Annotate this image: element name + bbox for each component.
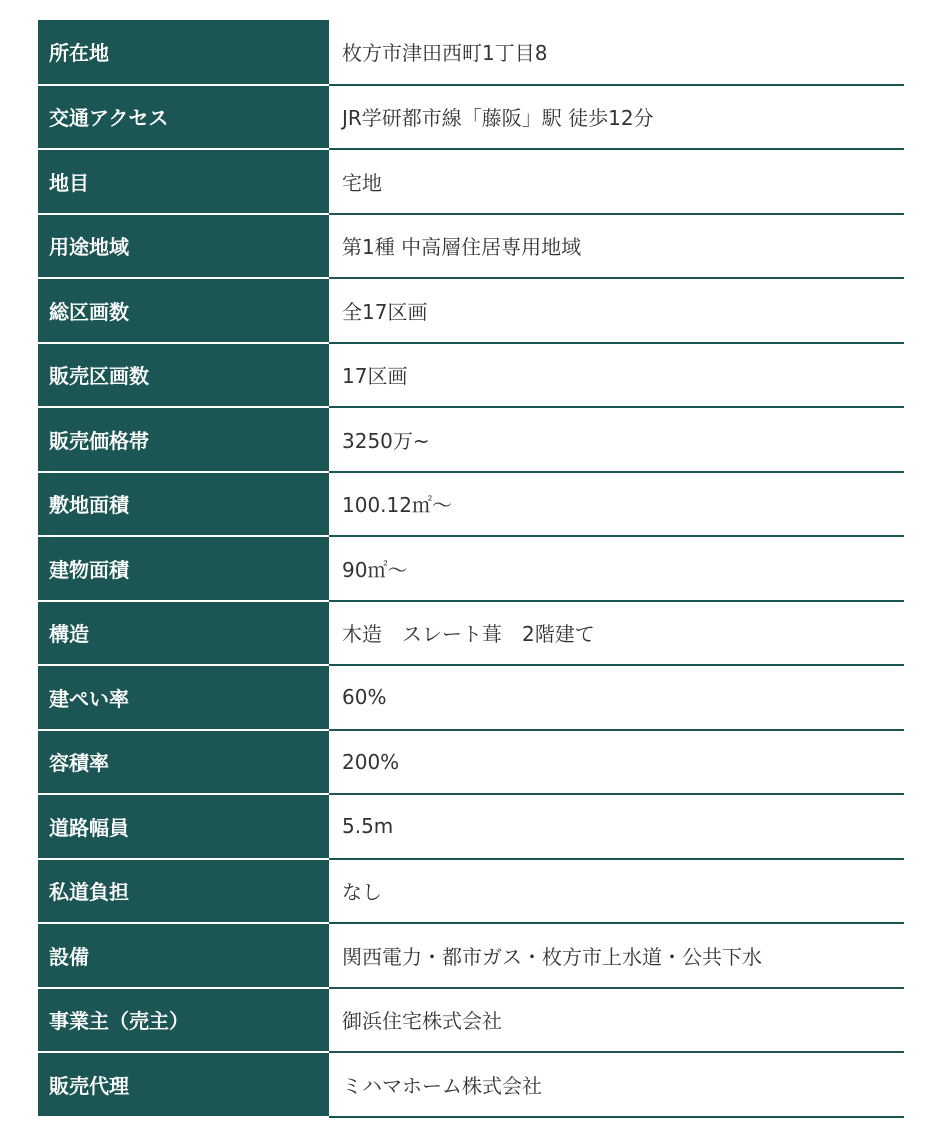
spec-label: 用途地域 (38, 214, 329, 279)
spec-value: JR学研都市線「藤阪」駅 徒歩12分 (329, 85, 904, 150)
spec-label: 構造 (38, 601, 329, 666)
spec-value: 3250万~ (329, 407, 904, 472)
spec-row (38, 859, 904, 924)
spec-row (38, 923, 904, 988)
spec-label: 容積率 (38, 730, 329, 795)
spec-row (38, 278, 904, 343)
spec-row (38, 988, 904, 1053)
spec-value: 枚方市津田西町1丁目8 (329, 20, 904, 85)
spec-table-body (38, 20, 904, 1117)
spec-value: なし (329, 859, 904, 924)
spec-value: 5.5m (329, 794, 904, 859)
spec-label: 私道負担 (38, 859, 329, 924)
spec-value: 関西電力・都市ガス・枚方市上水道・公共下水 (329, 923, 904, 988)
spec-label: 敷地面積 (38, 472, 329, 537)
spec-value: 17区画 (329, 343, 904, 408)
spec-row (38, 536, 904, 601)
spec-row (38, 730, 904, 795)
spec-value: 60% (329, 665, 904, 730)
spec-label: 建ぺい率 (38, 665, 329, 730)
spec-row (38, 1052, 904, 1117)
spec-value: 宅地 (329, 149, 904, 214)
spec-label: 販売価格帯 (38, 407, 329, 472)
spec-value: 御浜住宅株式会社 (329, 988, 904, 1053)
property-spec-table (38, 20, 904, 1118)
spec-value: 全17区画 (329, 278, 904, 343)
spec-label: 総区画数 (38, 278, 329, 343)
spec-row (38, 665, 904, 730)
spec-row (38, 472, 904, 537)
spec-value: 第1種 中高層住居専用地域 (329, 214, 904, 279)
spec-label: 所在地 (38, 20, 329, 85)
spec-label: 道路幅員 (38, 794, 329, 859)
spec-label: 販売代理 (38, 1052, 329, 1117)
spec-value: 90㎡〜 (329, 536, 904, 601)
spec-label: 建物面積 (38, 536, 329, 601)
spec-value: ミハマホーム株式会社 (329, 1052, 904, 1117)
spec-row (38, 85, 904, 150)
spec-row (38, 601, 904, 666)
spec-value: 木造 スレート葺 2階建て (329, 601, 904, 666)
spec-row (38, 794, 904, 859)
spec-row (38, 149, 904, 214)
spec-value: 200% (329, 730, 904, 795)
spec-label: 設備 (38, 923, 329, 988)
spec-row (38, 214, 904, 279)
spec-label: 販売区画数 (38, 343, 329, 408)
spec-row (38, 407, 904, 472)
spec-row (38, 343, 904, 408)
spec-label: 地目 (38, 149, 329, 214)
spec-label: 事業主（売主） (38, 988, 329, 1053)
spec-label: 交通アクセス (38, 85, 329, 150)
spec-value: 100.12㎡〜 (329, 472, 904, 537)
spec-row (38, 20, 904, 85)
